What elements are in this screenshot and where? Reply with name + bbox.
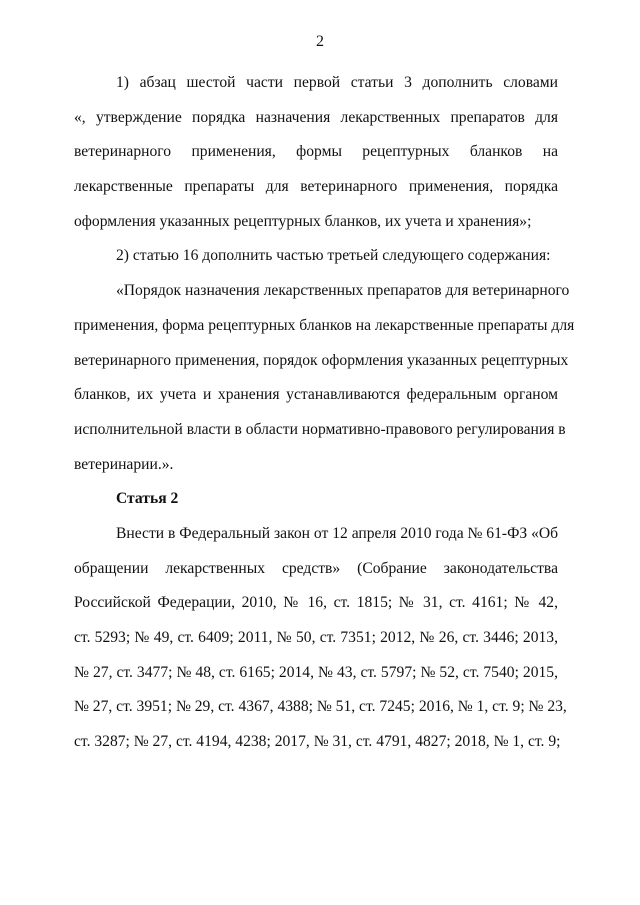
paragraph-1-line-2: «, утверждение порядка назначения лекарственных препаратов для [74, 108, 558, 126]
paragraph-4-line-1: Внести в Федеральный закон от 12 апреля 2010 года № 61-ФЗ «Об [116, 524, 559, 542]
paragraph-4-line-3: Российской Федерации, 2010, № 16, ст. 1815; № 31, ст. 4161; № 42, [74, 594, 558, 612]
paragraph-1-line-5: оформления указанных рецептурных бланков, их учета и хранения»; [74, 212, 532, 230]
paragraph-4-line-6: № 27, ст. 3951; № 29, ст. 4367, 4388; № 51, ст. 7245; 2016, № 1, ст. 9; № 23, [74, 698, 567, 716]
paragraph-4-line-7: ст. 3287; № 27, ст. 4194, 4238; 2017, № 31, ст. 4791, 4827; 2018, № 1, ст. 9; [74, 733, 561, 751]
article-heading: Статья 2 [116, 490, 179, 508]
document-body [74, 66, 575, 760]
paragraph-3-line-5: исполнительной власти в области нормативно-правового регулирования в [74, 420, 566, 438]
paragraph-3-line-2: применения, форма рецептурных бланков на лекарственные препараты для [74, 316, 575, 334]
paragraph-1-line-1: 1) абзац шестой части первой статьи 3 дополнить словами [116, 74, 558, 91]
paragraph-1-line-4: лекарственные препараты для ветеринарного применения, порядка [74, 178, 558, 196]
paragraph-4-line-2: обращении лекарственных средств» (Собрание законодательства [74, 559, 558, 577]
paragraph-4-line-5: № 27, ст. 3477; № 48, ст. 6165; 2014, № 43, ст. 5797; № 52, ст. 7540; 2015, [74, 663, 558, 681]
paragraph-3-line-1: «Порядок назначения лекарственных препаратов для ветеринарного [116, 282, 570, 300]
paragraph-3-line-4: бланков, их учета и хранения устанавливаются федеральным органом [74, 386, 558, 404]
page-number: 2 [316, 33, 324, 50]
paragraph-1-line-3: ветеринарного применения, формы рецептурных бланков на [74, 143, 558, 161]
paragraph-3-line-6: ветеринарии.». [74, 455, 174, 473]
paragraph-4-line-4: ст. 5293; № 49, ст. 6409; 2011, № 50, ст. 7351; 2012, № 26, ст. 3446; 2013, [74, 629, 558, 646]
paragraph-3-line-3: ветеринарного применения, порядок оформления указанных рецептурных [74, 351, 569, 369]
paragraph-2-line-1: 2) статью 16 дополнить частью третьей следующего содержания: [116, 247, 551, 265]
